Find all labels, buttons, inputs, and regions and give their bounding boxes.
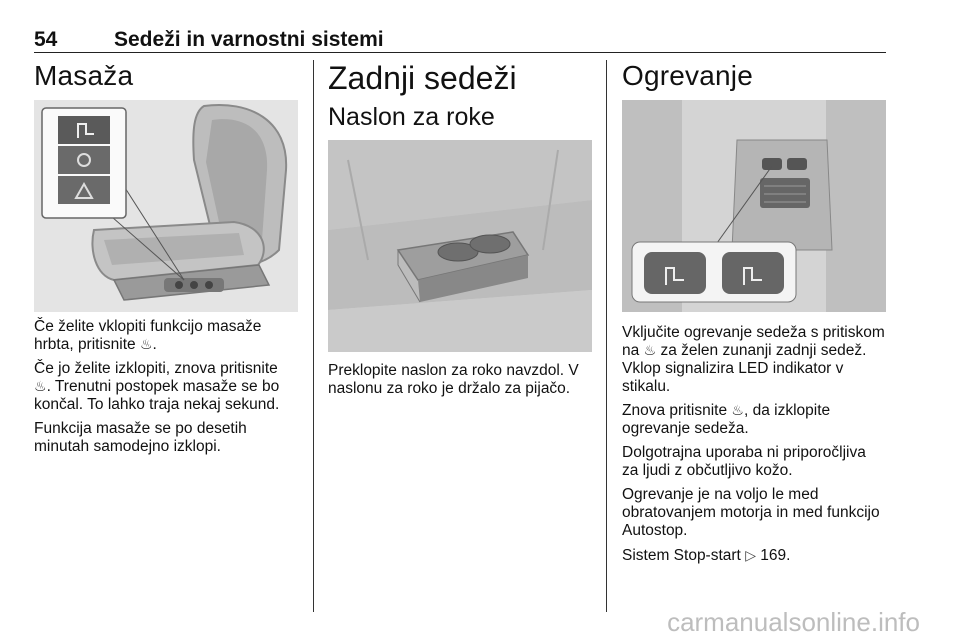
paragraph: Ogrevanje je na voljo le med obratovanjem motorja in med funkcijo Autostop.	[622, 486, 880, 539]
subheading-armrest: Naslon za roke	[328, 103, 495, 131]
running-title: Sedeži in varnostni sistemi	[114, 28, 384, 51]
paragraph: Preklopite naslon za roko navzdol. V naslonu za roko je držalo za pijačo.	[328, 362, 579, 397]
paragraph: Znova pritisnite ♨, da izklopite ogrevanje sedeža.	[622, 402, 831, 437]
page-header	[34, 28, 886, 52]
massage-seat-icon: ♨	[139, 337, 153, 353]
column-massage	[34, 60, 298, 455]
page-number: 54	[34, 28, 58, 51]
paragraph: Funkcija masaže se po desetih minutah samodejno izklopi.	[34, 420, 247, 455]
section-heading-rear-seats: Zadnji sedeži	[328, 60, 517, 96]
massage-seat-illustration	[34, 100, 298, 312]
column-divider	[606, 60, 607, 612]
seat-heating-illustration	[622, 100, 886, 312]
paragraph: Vključite ogrevanje sedeža s pritiskom na ♨ za želen zunanji zadnji sedež. Vklop signalizira LED indikator v stikalu.	[622, 324, 885, 395]
watermark: carmanualsonline.info	[667, 607, 920, 637]
column-divider	[313, 60, 314, 612]
header-rule	[34, 52, 886, 53]
massage-text	[34, 318, 298, 462]
paragraph: Če jo želite izklopiti, znova pritisnite ♨. Trenutni postopek masaže se bo končal. To lahko traja nekaj sekund.	[34, 360, 280, 413]
paragraph: Če želite vklopiti funkcijo masaže hrbta, pritisnite ♨.	[34, 318, 262, 353]
armrest-illustration	[328, 140, 592, 352]
column-rear-seats	[328, 60, 592, 397]
paragraph: Dolgotrajna uporaba ni priporočljiva za ljudi z občutljivo kožo.	[622, 444, 866, 479]
massage-seat-icon: ♨	[34, 379, 47, 395]
reference-arrow-icon: ▷	[745, 547, 756, 563]
column-heating	[622, 60, 886, 564]
armrest-text	[328, 362, 592, 404]
page-reference-link[interactable]: 169.	[760, 547, 791, 564]
heating-text	[622, 324, 886, 571]
section-heading-heating: Ogrevanje	[622, 60, 753, 91]
seat-heat-icon: ♨	[731, 403, 744, 419]
seat-heat-icon: ♨	[643, 343, 657, 359]
section-heading-massage: Masaža	[34, 60, 134, 91]
cross-reference: Sistem Stop-start ▷ 169.	[622, 547, 791, 564]
